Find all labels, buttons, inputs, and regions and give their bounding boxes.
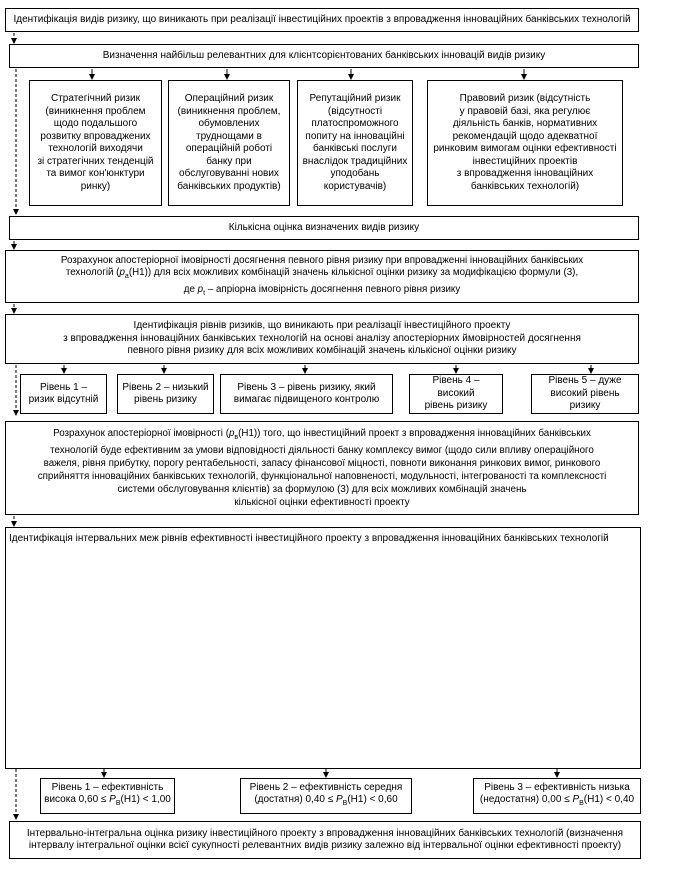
efficiency-level-2-title: Рівень 2 – ефективність середня bbox=[249, 781, 403, 793]
reputational-risk-box bbox=[297, 80, 413, 206]
operational-risk-box bbox=[168, 80, 290, 206]
efficiency-level-2-range: (достатня) $0,40 \le P_B(H1) < 0,60$ bbox=[254, 794, 398, 807]
risk-identification-box bbox=[5, 8, 639, 32]
posterior-risk-line1: Розрахунок апостеріорної імовірності досягнення певного рівня ризику при впровадженні інноваційних банківських bbox=[60, 254, 584, 266]
interval-integral-assessment-box bbox=[9, 821, 641, 859]
efficiency-intervals-text: Ідентифікація інтервальних меж рівнів ефективності інвестиційного проекту з впровадження інноваційних банківських технологій bbox=[9, 533, 609, 544]
legal-risk-box bbox=[427, 80, 623, 206]
strategic-risk-text: Стратегічний ризик (виникнення проблем щодо подальшого розвитку впроваджених технологій виходячи зі стратегічних тенденцій та вимог кон'юнктури ринку) bbox=[37, 93, 154, 192]
risk-level-5-box bbox=[531, 374, 639, 414]
risk-level-3-box bbox=[220, 374, 393, 414]
operational-risk-text: Операційний ризик (виникнення проблем, обумовлених труднощами в операційній роботі банку при обслуговуванні нових банківських продуктів) bbox=[177, 93, 281, 192]
posterior-efficiency-box bbox=[5, 421, 639, 515]
efficiency-level-1-box bbox=[40, 778, 175, 814]
risk-levels-identification-box bbox=[5, 314, 639, 364]
posterior-risk-line3: де $p_t$ – апріорна імовірність досягнення певного рівня ризику bbox=[183, 283, 461, 297]
posterior-risk-box bbox=[5, 250, 639, 303]
efficiency-level-3-box bbox=[473, 778, 641, 814]
relevant-risks-text: Визначення найбільш релевантних для клієнтсорієнтованих банківських інновацій видів ризику bbox=[102, 49, 546, 61]
risk-level-2-box bbox=[117, 374, 214, 414]
risk-level-4-text: Рівень 4 – високий рівень ризику bbox=[424, 375, 488, 412]
legal-risk-text: Правовий ризик (відсутність у правовій базі, яка регулює діяльність банків, нормативних рекомендацій щодо адекватної ринковим вимогам оцінки ефективності інвестиційних проектів з впровадження інноваційних банківських технологій) bbox=[433, 93, 617, 192]
efficiency-level-1-range: висока $0,60 \le P_B(H1) < 1,00$ bbox=[44, 794, 171, 807]
quantitative-assessment-text: Кількісна оцінка визначених видів ризику bbox=[228, 221, 420, 233]
risk-levels-identification-text: Ідентифікація рівнів ризиків, що виникають при реалізації інвестиційного проекту з впровадження інноваційних банківських технологій на основі аналізу апостеріорних ймовірностей досягнення певного рівня ризику для всіх можливих комбінацій значень кількісної оцінки ризику bbox=[63, 320, 581, 357]
efficiency-intervals-box bbox=[5, 527, 641, 769]
risk-identification-text: Ідентифікація видів ризику, що виникають при реалізації інвестиційних проектів з впровадження інноваційних банківських технологій bbox=[13, 13, 631, 25]
quantitative-assessment-box bbox=[9, 216, 639, 240]
efficiency-level-2-box bbox=[240, 778, 412, 814]
efficiency-level-3-title: Рівень 3 – ефективність низька bbox=[484, 781, 630, 793]
strategic-risk-box bbox=[29, 80, 162, 206]
posterior-efficiency-line1: Розрахунок апостеріорної імовірності $(p_в(H1))$ того, що інвестиційний проект з впровадження інноваційних банківських bbox=[53, 428, 591, 441]
risk-level-2-text: Рівень 2 – низький рівень ризику bbox=[122, 381, 209, 405]
risk-level-1-box bbox=[20, 374, 107, 414]
risk-level-3-text: Рівень 3 – рівень ризику, який вимагає підвищеного контролю bbox=[233, 381, 380, 405]
posterior-risk-line2: технологій $(p_a(H1))$ для всіх можливих комбінацій значень кількісної оцінки ризику за модифікацією формули (3), bbox=[65, 267, 579, 281]
posterior-efficiency-text: технологій буде ефективним за умови відповідності діяльності банку комплексу вимог (щодо сили впливу операційного важеля, рівня прибутку, порогу рентабельності, запасу фінансової міцності, повноти виконання ринкових вимог, ринкового сприйняття інноваційних банківських технологій, функціональної наповненості, модульності, інтегрованості та комплексності системи обслуговування клієнтів) за формулою (3) для всіх можливих комбінацій значень кількісної оцінки ефективності проекту bbox=[37, 444, 607, 508]
risk-level-1-text: Рівень 1 – ризик відсутній bbox=[28, 381, 99, 405]
reputational-risk-text: Репутаційний ризик (відсутності платоспроможного попиту на інноваційні банківські послуги внаслідок традиційних уподобань користувачів) bbox=[302, 93, 408, 192]
interval-integral-assessment-text: Інтервально-інтегральна оцінка ризику інвестиційного проекту з впровадження інноваційних банківських технологій (визначення інтервалу інтегральної оцінки всієї сукупності релевантних видів ризику залежно від інтервальної оцінки ефективності проекту) bbox=[26, 827, 624, 851]
risk-level-5-text: Рівень 5 – дуже високий рівень ризику bbox=[548, 375, 622, 412]
relevant-risks-box bbox=[9, 44, 639, 68]
efficiency-level-1-title: Рівень 1 – ефективність bbox=[51, 781, 164, 793]
risk-level-4-box bbox=[409, 374, 503, 414]
efficiency-level-3-range: (недостатня) $0,00 \le P_B(H1) < 0,40$ bbox=[479, 794, 635, 807]
